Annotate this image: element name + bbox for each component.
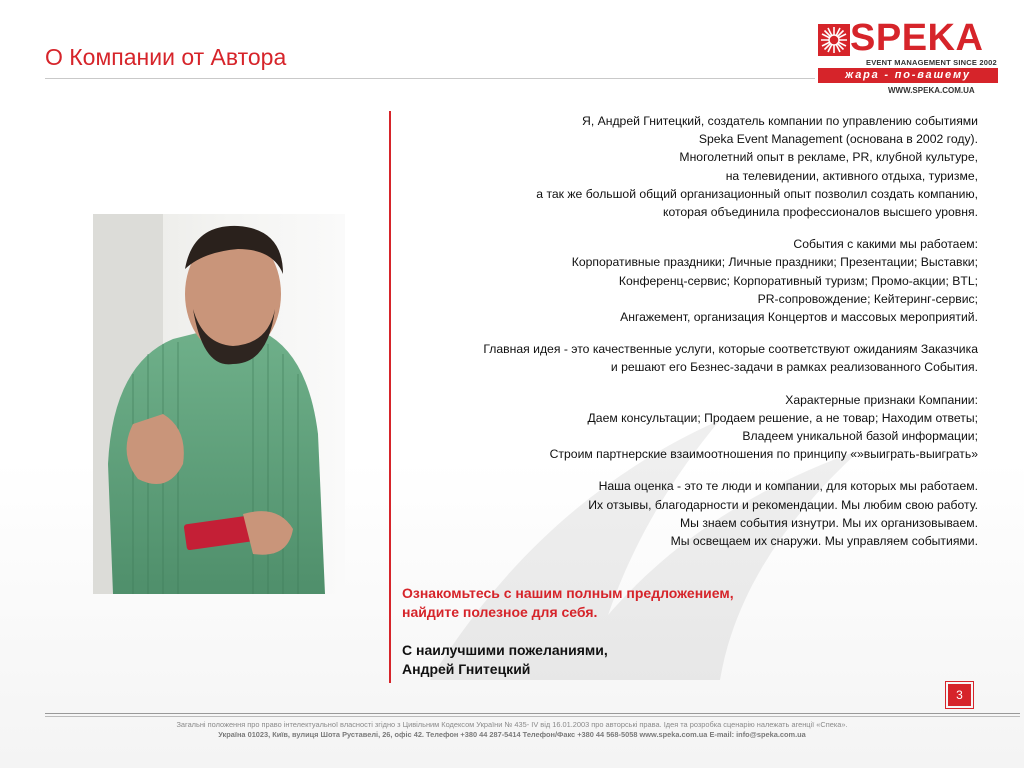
events-line: PR-сопровождение; Кейтеринг-сервис;: [757, 291, 978, 306]
intro-line: а так же большой общий организационный опыт позволил создать компанию,: [536, 186, 978, 201]
speka-logo[interactable]: [816, 17, 1002, 98]
events-line: Корпоративные праздники; Личные праздники; Презентации; Выставки;: [571, 255, 978, 270]
page-number-badge: 3: [948, 684, 971, 706]
events-line: Конференц-сервис; Корпоративный туризм; Промо-акции; BTL;: [618, 273, 978, 288]
intro-line: которая объединила профессионалов высшего уровня.: [662, 205, 978, 220]
logo-slogan: жара - по-вашему: [818, 68, 998, 83]
intro-line: Я, Андрей Гнитецкий, создатель компании по управлению событиями: [582, 114, 978, 128]
idea-line: и решают его Безнес-задачи в рамках реализованного События.: [610, 360, 978, 375]
cta-line: найдите полезное для себя.: [402, 604, 598, 620]
logo-tagline: EVENT MANAGEMENT SINCE 2002: [866, 58, 997, 67]
traits-line: Строим партнерские взаимоотношения по принципу «»выиграть-выиграть»: [549, 447, 978, 462]
idea-line: Главная идея - это качественные услуги, которые соответствуют ожиданиям Заказчика: [483, 342, 978, 357]
signoff: [402, 641, 608, 679]
footer-legal: Загальні положення про право інтелектуальної власності згідно з Цивільним Кодексом України № 435- IV від 16.01.2003 про авторські права. Ідея та розробка сценарію належать агенції «Спека».: [176, 720, 848, 729]
title-divider: [45, 78, 815, 79]
traits-heading: Характерные признаки Компании:: [785, 392, 978, 407]
cta-line: Ознакомьтесь с нашим полным предложением,: [402, 585, 734, 601]
assessment-line: Мы освещаем их снаружи. Мы управляем событиями.: [670, 534, 978, 549]
page-title: О Компании от Автора: [45, 44, 287, 70]
logo-url[interactable]: WWW.SPEKA.COM.UA: [888, 86, 975, 95]
traits-line: Владеем уникальной базой информации;: [742, 429, 978, 444]
events-heading: События с какими мы работаем:: [793, 237, 978, 252]
company-description: [378, 112, 978, 550]
assessment-line: Их отзывы, благодарности и рекомендации. Мы любим свою работу.: [588, 497, 978, 512]
intro-line: на телевидении, активного отдыха, туризме,: [725, 168, 978, 183]
signoff-author: Андрей Гнитецкий: [402, 661, 531, 677]
footer-divider: [45, 713, 1020, 714]
footer-contacts: Україна 01023, Київ, вулиця Шота Руставелі, 26, офіс 42. Телефон +380 44 287-5414 Телефон/Факс +380 44 568-5058 www.speka.com.ua E-mail: info@speka.com.ua: [218, 730, 806, 739]
logo-wordmark: SPEKA: [850, 17, 984, 59]
intro-line: Speka Event Management (основана в 2002 году).: [698, 132, 978, 147]
author-photo: [93, 214, 345, 594]
footer: [0, 720, 1024, 740]
traits-line: Даем консультации; Продаем решение, а не товар; Находим ответы;: [587, 410, 978, 425]
assessment-line: Наша оценка - это те люди и компании, для которых мы работаем.: [598, 479, 978, 494]
sun-burst-icon: [818, 24, 850, 56]
call-to-action: [402, 584, 734, 622]
assessment-line: Мы знаем события изнутри. Мы их организовываем.: [680, 515, 978, 530]
footer-divider: [45, 716, 1020, 717]
intro-line: Многолетний опыт в рекламе, PR, клубной культуре,: [679, 150, 978, 165]
signoff-greeting: С наилучшими пожеланиями,: [402, 642, 608, 658]
events-line: Ангажемент, организация Концертов и массовых мероприятий.: [620, 310, 978, 325]
